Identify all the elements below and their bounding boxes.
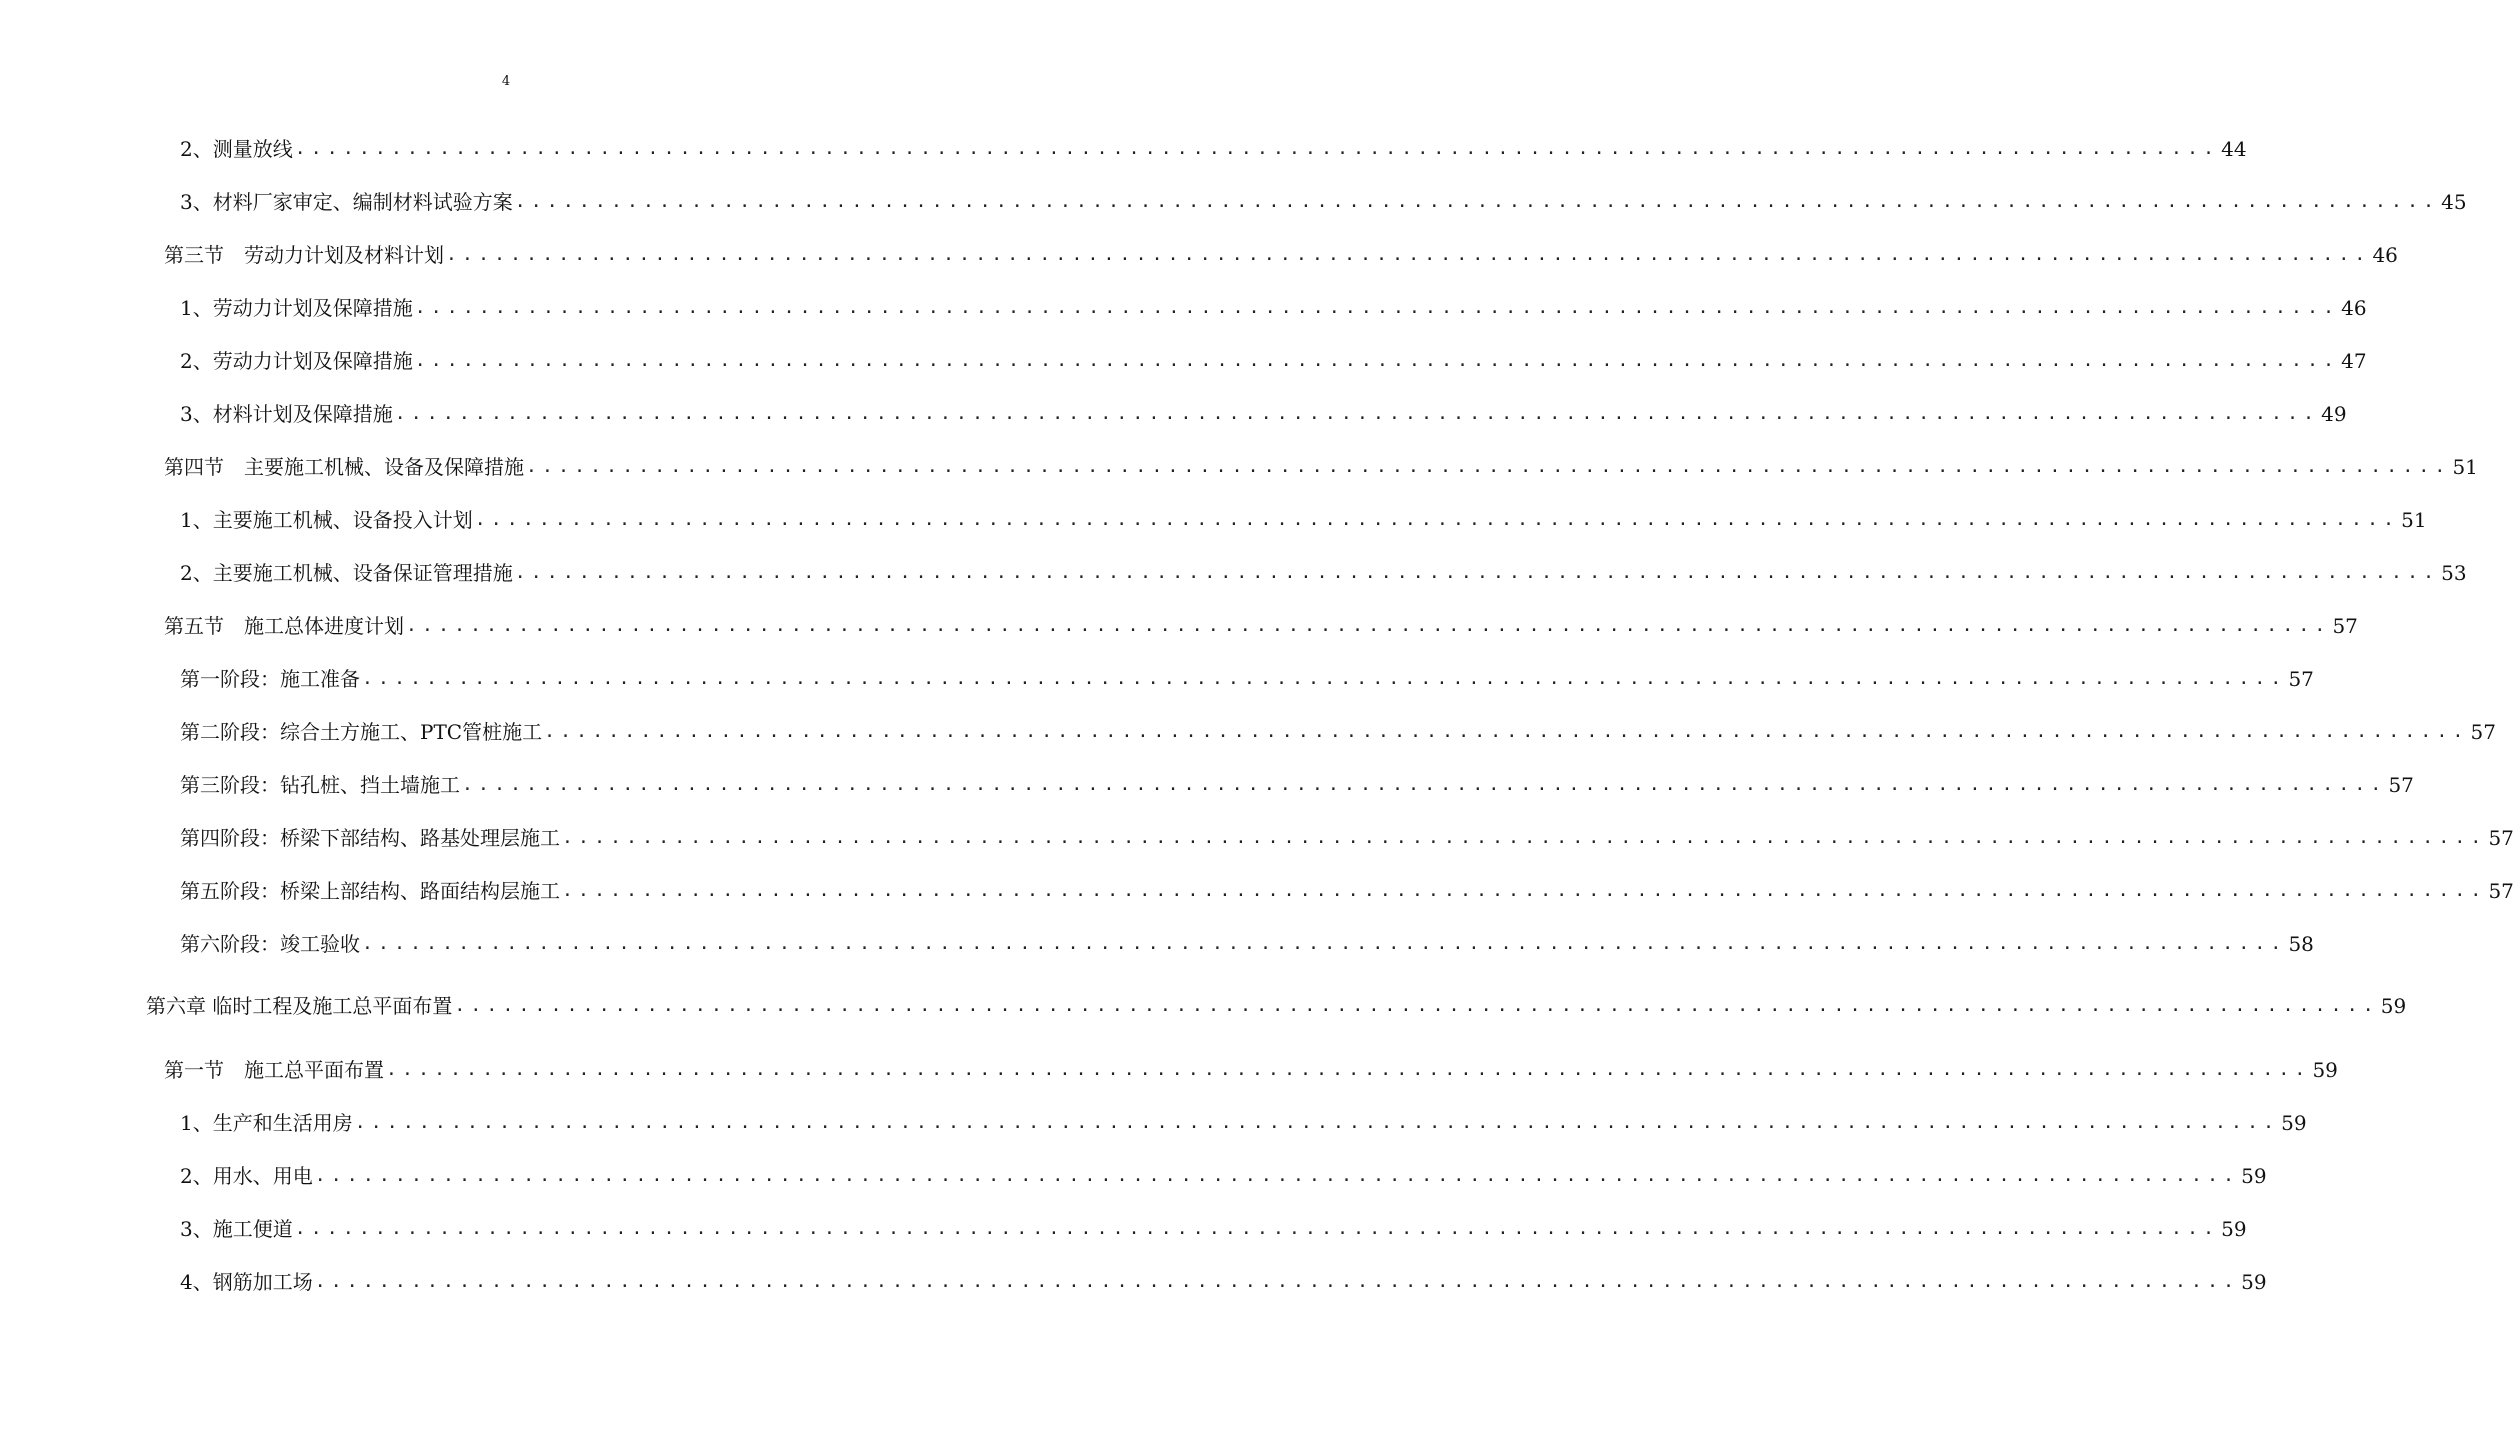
leader-dots: ........................................................................................................................ [474,509,2400,530]
toc-entry-page: 45 [2441,190,2467,214]
leader-dots: ........................................................................................................................ [562,827,2487,848]
toc-entry-title: 第五阶段：桥梁上部结构、路面结构层施工 [180,879,560,903]
toc-entry-title: 第四节 主要施工机械、设备及保障措施 [164,455,524,479]
leader-dots: ........................................................................................................................ [462,774,2387,795]
toc-entry[interactable] [180,134,2247,164]
leader-dots: ........................................................................................................................ [406,615,2331,636]
page-number: 4 [501,74,511,89]
toc-entry[interactable] [180,1214,2247,1244]
toc-entry-page: 51 [2401,508,2427,532]
toc-entry[interactable] [180,1161,2267,1191]
toc-entry-page: 58 [2288,932,2314,956]
toc-entry-page: 57 [2288,667,2314,691]
toc-entry-page: 46 [2341,296,2367,320]
toc-entry-page: 59 [2312,1058,2338,1082]
leader-dots: ........................................................................................................................ [446,244,2371,265]
toc-entry-page: 57 [2488,879,2514,903]
toc-entry-page: 57 [2388,773,2414,797]
toc-entry-title: 第四阶段：桥梁下部结构、路基处理层施工 [180,826,560,850]
toc-entry[interactable] [180,399,2347,429]
toc-entry-title: 2、劳动力计划及保障措施 [180,349,413,373]
leader-dots: ........................................................................................................................ [454,995,2379,1016]
toc-entry[interactable] [180,293,2367,323]
toc-entry-page: 46 [2372,243,2398,267]
leader-dots: ........................................................................................................................ [354,1112,2280,1133]
leader-dots: ........................................................................................................................ [562,880,2487,901]
toc-entry[interactable] [180,876,2514,906]
leader-dots: ........................................................................................................................ [414,350,2340,371]
toc-entry[interactable] [180,346,2367,376]
toc-entry-title: 3、材料计划及保障措施 [180,402,393,426]
toc-entry[interactable] [180,664,2314,694]
toc-entry-title: 第二阶段：综合土方施工、PTC管桩施工 [180,720,543,744]
toc-entry-title: 第一节 施工总平面布置 [164,1058,384,1082]
leader-dots: ........................................................................................................................ [394,403,2320,424]
toc-entry[interactable] [180,187,2467,217]
toc-entry-page: 59 [2241,1270,2267,1294]
toc-entry-title: 4、钢筋加工场 [180,1270,313,1294]
toc-entry-page: 51 [2452,455,2478,479]
toc-entry-page: 59 [2221,1217,2247,1241]
toc-entry[interactable] [180,505,2427,535]
leader-dots: ........................................................................................................................ [294,1218,2220,1239]
toc-entry-title: 第一阶段：施工准备 [180,667,360,691]
toc-entry[interactable] [180,558,2467,588]
toc-entry[interactable] [164,611,2358,641]
leader-dots: ........................................................................................................................ [544,721,2469,742]
toc-entry[interactable] [180,929,2314,959]
toc-entry-page: 59 [2281,1111,2307,1135]
leader-dots: ........................................................................................................................ [514,191,2440,212]
toc-entry[interactable] [180,823,2514,853]
toc-entry[interactable] [180,770,2414,800]
toc-entry-page: 53 [2441,561,2467,585]
toc-entry-page: 44 [2221,137,2247,161]
toc-entry-title: 3、施工便道 [180,1217,293,1241]
toc-entry-title: 第六阶段：竣工验收 [180,932,360,956]
toc-entry[interactable] [164,452,2478,482]
toc-entry[interactable] [164,1055,2338,1085]
leader-dots: ........................................................................................................................ [314,1271,2240,1292]
leader-dots: ........................................................................................................................ [414,297,2340,318]
leader-dots: ........................................................................................................................ [514,562,2440,583]
leader-dots: ........................................................................................................................ [362,668,2287,689]
toc-entry[interactable] [180,1267,2267,1297]
toc-entry-title: 1、劳动力计划及保障措施 [180,296,413,320]
toc-entry-title: 2、测量放线 [180,137,293,161]
toc-entry-title: 2、主要施工机械、设备保证管理措施 [180,561,513,585]
leader-dots: ........................................................................................................................ [526,456,2451,477]
toc-entry-title: 第三阶段：钻孔桩、挡土墙施工 [180,773,460,797]
leader-dots: ........................................................................................................................ [362,933,2287,954]
toc-entry-page: 57 [2470,720,2496,744]
toc-entry[interactable] [146,991,2407,1021]
toc-entry[interactable] [180,1108,2307,1138]
toc-entry-title: 3、材料厂家审定、编制材料试验方案 [180,190,513,214]
toc-entry[interactable] [180,717,2496,747]
toc-entry-title: 1、主要施工机械、设备投入计划 [180,508,473,532]
toc-entry-title: 第五节 施工总体进度计划 [164,614,404,638]
toc-entry-page: 59 [2241,1164,2267,1188]
toc-entry[interactable] [164,240,2398,270]
toc-entry-page: 57 [2488,826,2514,850]
leader-dots: ........................................................................................................................ [386,1059,2311,1080]
toc-entry-page: 47 [2341,349,2367,373]
toc-entry-title: 第六章 临时工程及施工总平面布置 [146,994,453,1018]
toc-entry-title: 1、生产和生活用房 [180,1111,353,1135]
toc-entry-page: 49 [2321,402,2347,426]
toc-entry-title: 2、用水、用电 [180,1164,313,1188]
toc-entry-page: 57 [2332,614,2358,638]
leader-dots: ........................................................................................................................ [314,1165,2240,1186]
toc-entry-page: 59 [2380,994,2407,1018]
leader-dots: ........................................................................................................................ [294,138,2220,159]
toc-entry-title: 第三节 劳动力计划及材料计划 [164,243,444,267]
